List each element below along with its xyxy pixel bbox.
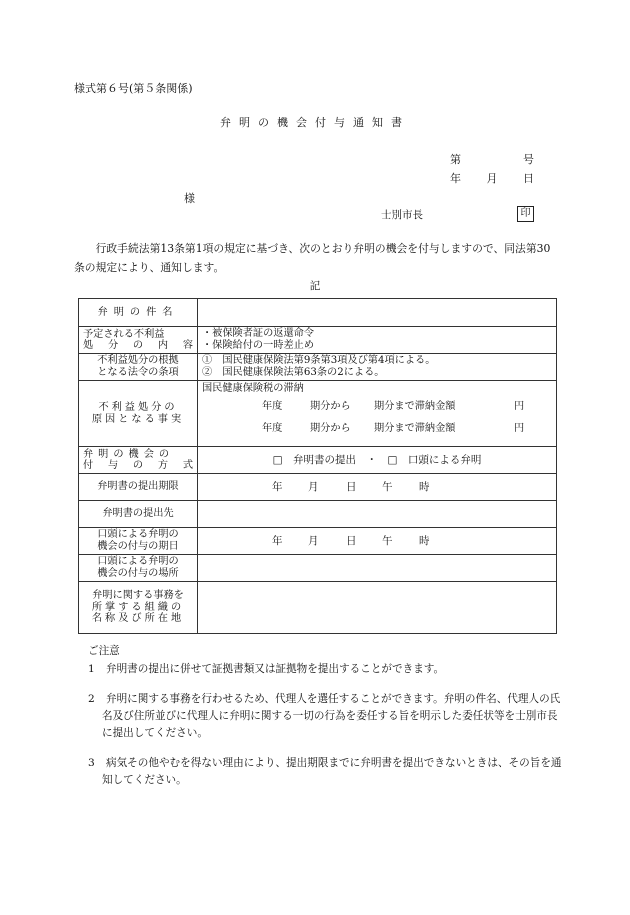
table-row xyxy=(79,447,557,474)
seal-icon: 印 xyxy=(517,206,534,222)
deadline-label: 弁明書の提出期限 xyxy=(79,474,198,501)
body-text xyxy=(74,240,560,277)
date-day: 日 xyxy=(523,172,534,185)
oral-place-label: 口頭による弁明の 機会の付与の場所 xyxy=(79,555,198,582)
table-row xyxy=(79,555,557,582)
submission-destination-label: 弁明書の提出先 xyxy=(79,501,198,528)
number-prefix: 第 xyxy=(450,153,461,166)
label-line: 予定される不利益 xyxy=(83,328,165,340)
number-suffix: 号 xyxy=(523,153,534,166)
table-row xyxy=(79,381,557,447)
table-row xyxy=(79,327,557,354)
arrears-row: 年度 期分から 期分まで滞納金額 円 xyxy=(262,423,525,435)
recipient-honorific: 様 xyxy=(184,192,195,205)
oral-date-value[interactable]: 年 月 日 午 時 xyxy=(198,528,557,555)
notes-title: ご注意 xyxy=(88,645,120,657)
date-year: 年 xyxy=(450,172,461,185)
issue-date xyxy=(450,172,534,185)
organization-label: 弁明に関する事務を 所掌する組織の 名称及び所在地 xyxy=(79,582,198,634)
document-title: 弁明の機会付与通知書 xyxy=(220,116,410,129)
legal-basis-label: 不利益処分の根拠 となる法令の条項 xyxy=(79,354,198,381)
label-line: 処 分 の 内 容 xyxy=(83,340,193,351)
cause-facts-value xyxy=(198,381,557,447)
deadline-value[interactable]: 年 月 日 午 時 xyxy=(198,474,557,501)
method-checkbox-options[interactable]: □ 弁明書の提出 ・ □ 口頭による弁明 xyxy=(198,447,557,474)
notice-form-table xyxy=(78,298,557,634)
case-title-value[interactable] xyxy=(198,299,557,327)
method-label: 弁明の機会の 付 与 の 方 式 xyxy=(79,447,198,474)
legal-basis-item: ② 国民健康保険法第63条の2による。 xyxy=(202,367,385,378)
oral-date-label: 口頭による弁明の 機会の付与の期日 xyxy=(79,528,198,555)
note-item: 2 弁明に関する事務を行わせるため、代理人を選任することができます。弁明の件名、代理人の氏名及び住所並びに代理人に弁明に関する一切の行為を委任する旨を明示した委任状等を士別市長に提出してください。 xyxy=(88,692,561,739)
date-month: 月 xyxy=(486,172,498,185)
note-item: 1 弁明書の提出に併せて証拠書類又は証拠物を提出することができます。 xyxy=(88,662,445,675)
notes-section xyxy=(88,643,564,802)
planned-disposition-label xyxy=(79,327,198,354)
disposition-item: ・被保険者証の返還命令 xyxy=(202,328,315,340)
table-row xyxy=(79,582,557,634)
legal-basis-item: ① 国民健康保険法第9条第3項及び第4項による。 xyxy=(202,355,436,367)
body-paragraph: 行政手続法第13条第1項の規定に基づき、次のとおり弁明の機会を付与しますので、同法第30条の規定により、通知します。 xyxy=(74,242,551,274)
arrears-title: 国民健康保険税の滞納 xyxy=(202,383,304,394)
note-item: 3 病気その他やむを得ない理由により、提出期限までに弁明書を提出できないときは、その旨を通知してください。 xyxy=(88,756,562,786)
disposition-item: ・保険給付の一時差止め xyxy=(202,340,315,351)
organization-value[interactable] xyxy=(198,582,557,634)
legal-basis-value xyxy=(198,354,557,381)
submission-destination-value[interactable] xyxy=(198,501,557,528)
table-row xyxy=(79,299,557,327)
arrears-row: 年度 期分から 期分まで滞納金額 円 xyxy=(262,401,525,413)
case-title-label: 弁明の件名 xyxy=(79,299,198,327)
table-row xyxy=(79,354,557,381)
oral-place-value[interactable] xyxy=(198,555,557,582)
cause-facts-label: 不利益処分の 原因となる事実 xyxy=(79,381,198,447)
table-row xyxy=(79,474,557,501)
issuer-name: 士別市長 xyxy=(381,209,423,221)
table-row xyxy=(79,528,557,555)
form-number: 様式第６号(第５条関係) xyxy=(74,82,193,95)
document-number xyxy=(450,153,534,166)
table-row xyxy=(79,501,557,528)
planned-disposition-value xyxy=(198,327,557,354)
ki-label: 記 xyxy=(309,280,321,292)
